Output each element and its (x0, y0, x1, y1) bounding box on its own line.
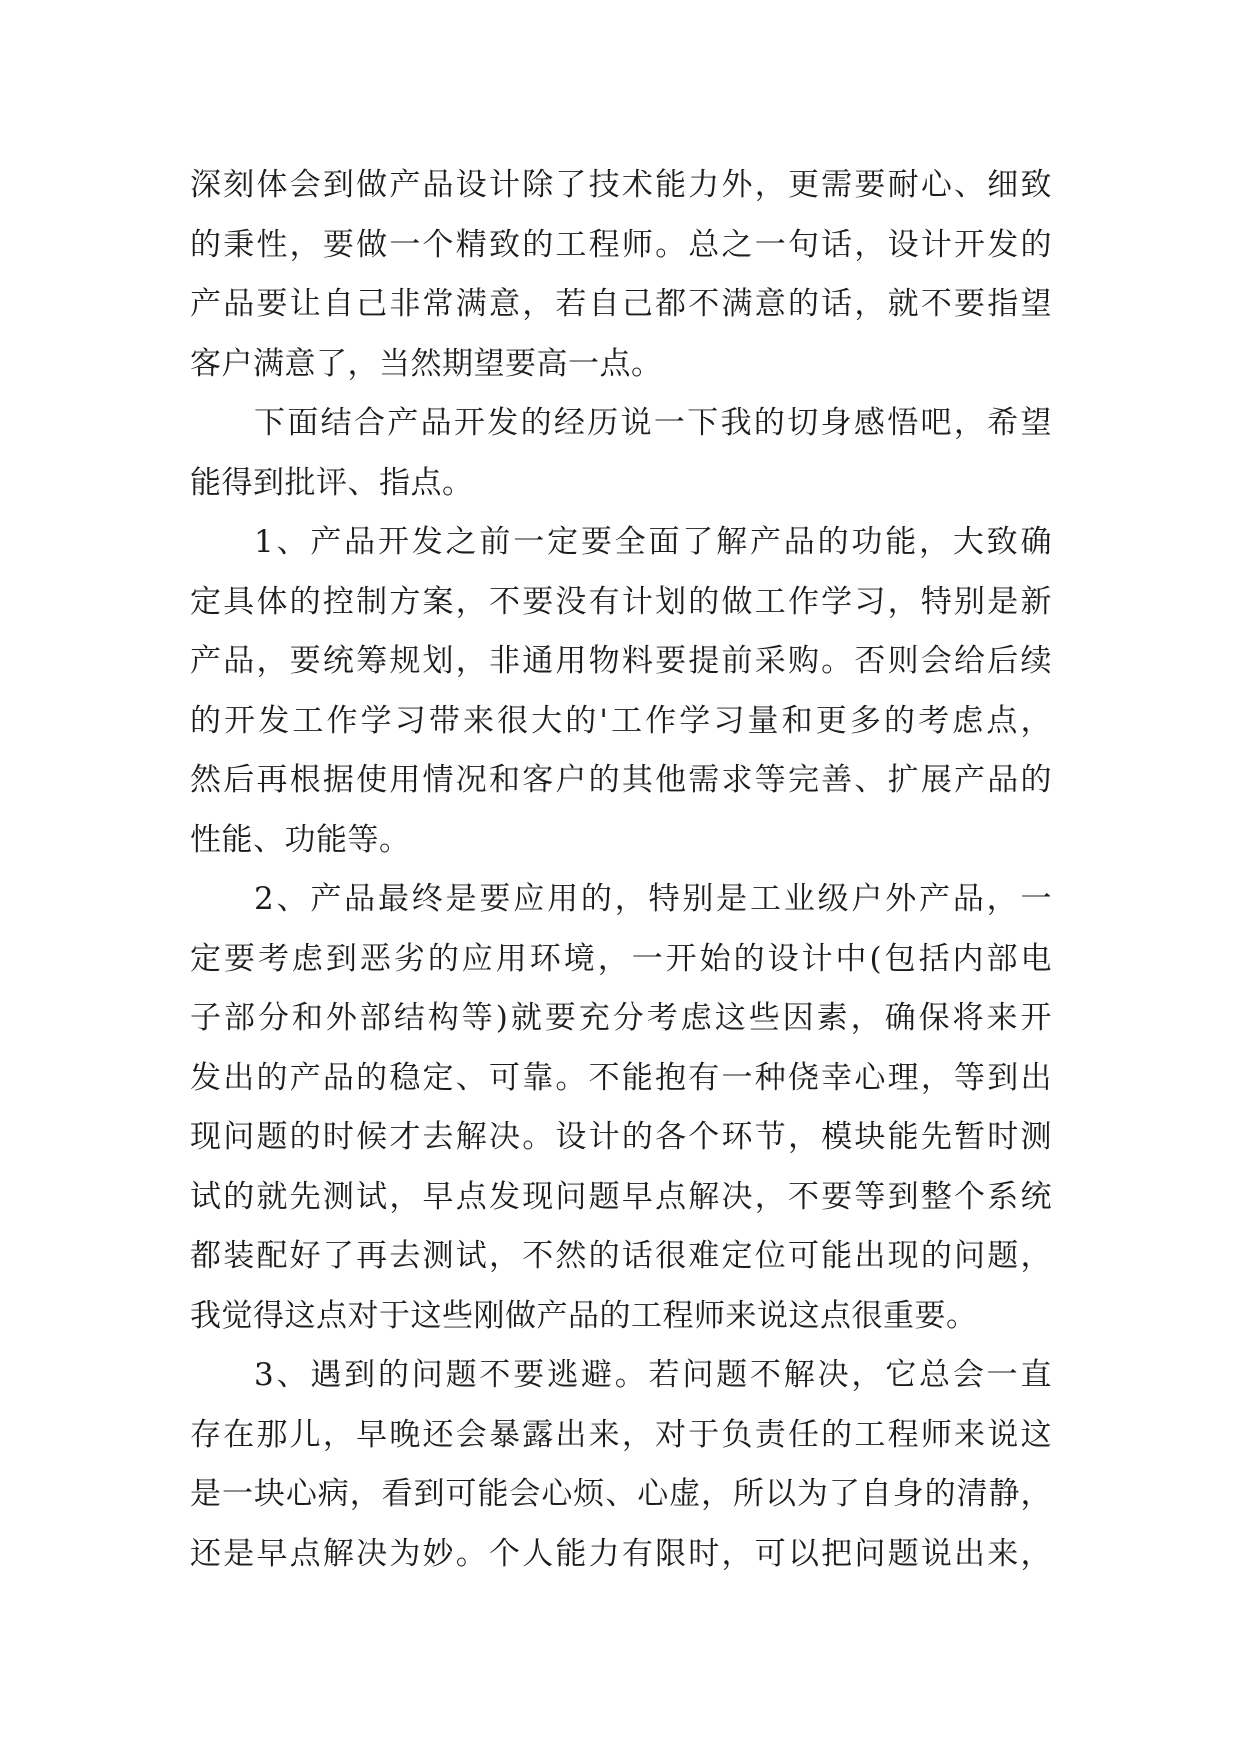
text-line: 存在那儿，早晚还会暴露出来，对于负责任的工程师来说这 (190, 1416, 1052, 1453)
paragraph-1 (190, 156, 1052, 394)
paragraph-3 (190, 513, 1052, 870)
text-line: 产品要让自己非常满意，若自己都不满意的话，就不要指望 (190, 286, 1052, 322)
paragraph-4 (190, 870, 1052, 1346)
text-line: 深刻体会到做产品设计除了技术能力外，更需要耐心、细致 (190, 167, 1052, 203)
text-line: 定具体的控制方案，不要没有计划的做工作学习，特别是新 (190, 583, 1052, 620)
text-line: 试的就先测试，早点发现问题早点解决，不要等到整个系统 (190, 1178, 1052, 1215)
text-line: 下面结合产品开发的经历说一下我的切身感悟吧，希望 (254, 405, 1052, 441)
text-line: 都装配好了再去测试，不然的话很难定位可能出现的问题， (190, 1238, 1052, 1274)
text-line: 的秉性，要做一个精致的工程师。总之一句话，设计开发的 (190, 226, 1052, 263)
text-line: 发出的产品的稳定、可靠。不能抱有一种侥幸心理，等到出 (190, 1059, 1052, 1096)
text-line: 现问题的时候才去解决。设计的各个环节，模块能先暂时测 (190, 1119, 1052, 1155)
text-line: 还是早点解决为妙。个人能力有限时，可以把问题说出来， (190, 1535, 1052, 1572)
text-line: 产品，要统筹规划，非通用物料要提前采购。否则会给后续 (190, 643, 1052, 679)
text-line: 然后再根据使用情况和客户的其他需求等完善、扩展产品的 (190, 762, 1052, 798)
text-line: 定要考虑到恶劣的应用环境，一开始的设计中(包括内部电 (190, 940, 1052, 977)
text-line: 能得到批评、指点。 (190, 464, 474, 501)
text-line: 客户满意了，当然期望要高一点。 (190, 345, 663, 382)
text-line: 是一块心病，看到可能会心烦、心虚，所以为了自身的清静， (190, 1476, 1052, 1512)
text-line: 3、遇到的问题不要逃避。若问题不解决，它总会一直 (254, 1357, 1052, 1393)
text-line: 1、产品开发之前一定要全面了解产品的功能，大致确 (254, 524, 1052, 560)
paragraph-5 (190, 1346, 1052, 1584)
document-body (190, 156, 1052, 1584)
text-line: 2、产品最终是要应用的，特别是工业级户外产品，一 (254, 881, 1052, 917)
text-line: 子部分和外部结构等)就要充分考虑这些因素，确保将来开 (190, 1000, 1052, 1036)
text-line: 的开发工作学习带来很大的'工作学习量和更多的考虑点， (190, 702, 1052, 739)
text-line: 性能、功能等。 (190, 821, 411, 858)
text-line: 我觉得这点对于这些刚做产品的工程师来说这点很重要。 (190, 1297, 978, 1334)
paragraph-2 (190, 394, 1052, 513)
